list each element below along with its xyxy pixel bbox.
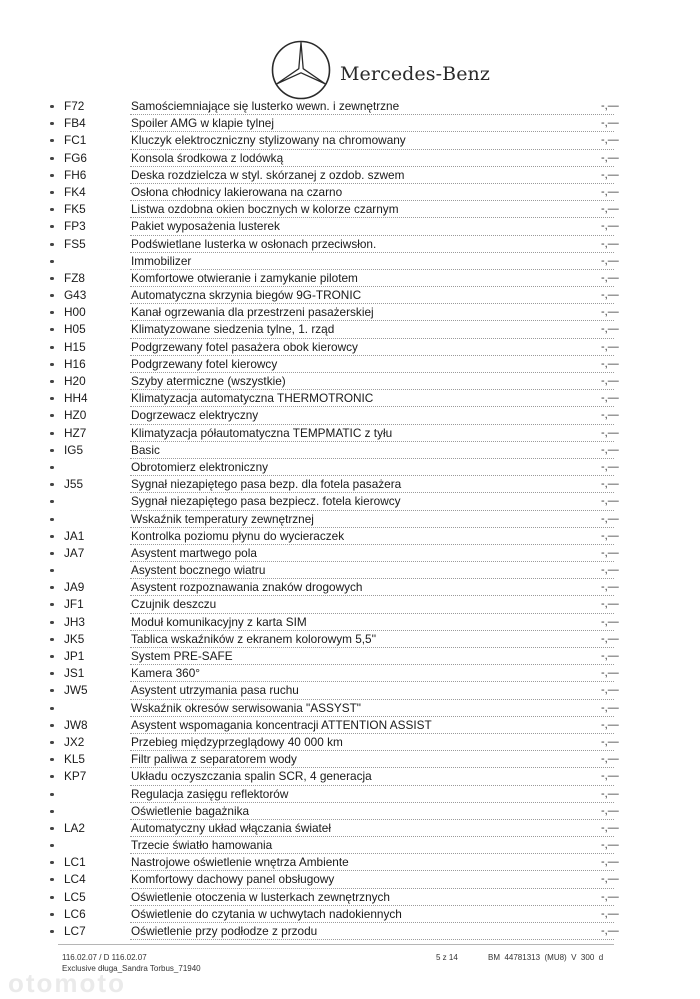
- footer-customer-ref: Exclusive długa_Sandra Torbus_71940: [62, 964, 201, 973]
- option-row: [0, 339, 700, 356]
- option-description: Wskaźnik temperatury zewnętrznej: [131, 511, 314, 526]
- option-row: [0, 596, 700, 613]
- option-description: Oświetlenie przy podłodze z przodu: [131, 924, 318, 938]
- option-code: F72: [64, 99, 85, 113]
- option-code: JX2: [64, 734, 85, 749]
- option-row: [0, 631, 700, 648]
- handwritten-mark-icon: [50, 758, 54, 761]
- option-code: J55: [64, 477, 84, 492]
- handwritten-mark-icon: [50, 810, 54, 813]
- option-code: JH3: [64, 614, 85, 629]
- brand-name: Mercedes-Benz: [340, 63, 490, 85]
- option-code: HH4: [64, 391, 88, 406]
- handwritten-mark-icon: [50, 793, 54, 796]
- option-price: -,—: [601, 185, 619, 198]
- option-description: Kontrolka poziomu płynu do wycieraczek: [131, 528, 345, 543]
- option-row: [0, 321, 700, 338]
- option-row: [0, 493, 700, 510]
- option-code: JS1: [64, 666, 85, 681]
- option-description: Przebieg międzyprzeglądowy 40 000 km: [131, 734, 343, 749]
- option-description: Komfortowe otwieranie i zamykanie pilotem: [131, 270, 358, 285]
- handwritten-mark-icon: [50, 294, 54, 297]
- handwritten-mark-icon: [50, 518, 54, 521]
- option-description: Asystent bocznego wiatru: [131, 563, 266, 578]
- option-description: Spoiler AMG w klapie tylnej: [131, 116, 274, 131]
- option-code: FG6: [64, 150, 87, 165]
- option-code: JK5: [64, 631, 85, 646]
- option-code: LC1: [64, 855, 86, 870]
- option-row: [0, 820, 700, 837]
- option-row: [0, 184, 700, 201]
- option-description: Kluczyk elektroczniczny stylizowany na chromowany: [131, 133, 406, 148]
- option-price: -,—: [601, 804, 619, 817]
- option-price: -,—: [601, 839, 619, 852]
- handwritten-mark-icon: [50, 208, 54, 211]
- option-price: -,—: [601, 134, 619, 147]
- option-price: -,—: [601, 684, 619, 697]
- option-price: -,—: [601, 925, 619, 937]
- option-description: Automatyczna skrzynia biegów 9G-TRONIC: [131, 288, 362, 303]
- option-description: Asystent rozpoznawania znaków drogowych: [131, 580, 363, 595]
- option-row: [0, 356, 700, 373]
- option-description: Sygnał niezapiętego pasa bezpiecz. fotela kierowcy: [131, 494, 401, 509]
- option-description: Pakiet wyposażenia lusterek: [131, 219, 280, 234]
- option-code: H16: [64, 356, 86, 371]
- option-description: Oświetlenie bagażnika: [131, 803, 250, 818]
- option-price: -,—: [601, 426, 619, 439]
- option-row: [0, 476, 700, 493]
- option-code: KL5: [64, 752, 85, 767]
- option-code: LC7: [64, 924, 86, 938]
- handwritten-mark-icon: [50, 672, 54, 675]
- option-code: JW5: [64, 683, 88, 698]
- option-price: -,—: [601, 564, 619, 577]
- option-row: [0, 717, 700, 734]
- option-code: H20: [64, 374, 86, 388]
- handwritten-mark-icon: [50, 363, 54, 366]
- option-row: [0, 528, 700, 545]
- handwritten-mark-icon: [50, 930, 54, 933]
- option-description: Kanał ogrzewania dla przestrzeni pasażerskiej: [131, 305, 374, 320]
- option-row: [0, 287, 700, 304]
- option-row: [0, 751, 700, 768]
- option-price: -,—: [601, 512, 619, 525]
- handwritten-mark-icon: [50, 500, 54, 503]
- option-price: -,—: [601, 701, 619, 714]
- option-row: [0, 786, 700, 803]
- option-row: [0, 734, 700, 751]
- option-code: H00: [64, 305, 86, 320]
- option-row: [0, 665, 700, 682]
- option-price: -,—: [601, 168, 619, 181]
- option-description: Sygnał niezapiętego pasa bezp. dla fotela pasażera: [131, 477, 402, 492]
- option-price: -,—: [601, 478, 619, 491]
- option-row: [0, 442, 700, 459]
- handwritten-mark-icon: [50, 878, 54, 881]
- option-code: HZ7: [64, 425, 87, 440]
- option-price: -,—: [601, 254, 619, 267]
- option-price: -,—: [601, 718, 619, 731]
- option-row: [0, 854, 700, 871]
- handwritten-mark-icon: [50, 552, 54, 555]
- option-price: -,—: [601, 821, 619, 834]
- option-row: [0, 167, 700, 184]
- option-code: KP7: [64, 769, 87, 784]
- option-price: -,—: [601, 873, 619, 886]
- option-price: -,—: [601, 735, 619, 748]
- handwritten-mark-icon: [50, 827, 54, 830]
- option-description: Asystent martwego pola: [131, 545, 257, 560]
- option-price: -,—: [601, 271, 619, 284]
- option-code: JA1: [64, 528, 85, 543]
- handwritten-mark-icon: [50, 432, 54, 435]
- option-row: [0, 803, 700, 820]
- option-description: Listwa ozdobna okien bocznych w kolorze czarnym: [131, 202, 399, 217]
- option-row: [0, 373, 700, 390]
- option-description: Automatyczny układ włączania świateł: [131, 820, 331, 835]
- option-row: [0, 407, 700, 424]
- option-description: Oświetlenie otoczenia w lusterkach zewnętrznych: [131, 889, 390, 904]
- option-price: -,—: [601, 237, 619, 250]
- option-description: Konsola środkowa z lodówką: [131, 150, 284, 165]
- handwritten-mark-icon: [50, 896, 54, 899]
- option-row: [0, 459, 700, 476]
- option-price: -,—: [601, 203, 619, 216]
- handwritten-mark-icon: [50, 139, 54, 142]
- option-price: -,—: [601, 907, 619, 920]
- handwritten-mark-icon: [50, 603, 54, 606]
- option-description: Szyby atermiczne (wszystkie): [131, 374, 286, 388]
- handwritten-mark-icon: [50, 346, 54, 349]
- option-price: -,—: [601, 117, 619, 130]
- handwritten-mark-icon: [50, 225, 54, 228]
- option-description: Tablica wskaźników z ekranem kolorowym 5,5'': [131, 631, 377, 646]
- option-description: Podgrzewany fotel pasażera obok kierowcy: [131, 339, 358, 354]
- option-description: Basic: [131, 442, 160, 457]
- option-code: HZ0: [64, 408, 87, 423]
- handwritten-mark-icon: [50, 586, 54, 589]
- option-description: Moduł komunikacyjny z karta SIM: [131, 614, 307, 629]
- handwritten-mark-icon: [50, 380, 54, 383]
- option-description: Czujnik deszczu: [131, 597, 217, 612]
- option-description: Obrotomierz elektroniczny: [131, 459, 269, 474]
- watermark: otomoto: [8, 968, 126, 998]
- option-row: [0, 871, 700, 888]
- handwritten-mark-icon: [50, 775, 54, 778]
- option-description: Samościemniające się lusterko wewn. i zewnętrzne: [131, 99, 400, 113]
- option-row: [0, 270, 700, 287]
- handwritten-mark-icon: [50, 483, 54, 486]
- option-row: [0, 218, 700, 235]
- handwritten-mark-icon: [50, 569, 54, 572]
- option-price: -,—: [601, 375, 619, 387]
- option-row: [0, 579, 700, 596]
- option-code: JW8: [64, 717, 88, 732]
- option-price: -,—: [601, 581, 619, 594]
- handwritten-mark-icon: [50, 174, 54, 177]
- handwritten-mark-icon: [50, 535, 54, 538]
- option-price: -,—: [601, 323, 619, 336]
- option-price: -,—: [601, 546, 619, 559]
- handwritten-mark-icon: [50, 741, 54, 744]
- option-row: [0, 132, 700, 149]
- option-row: [0, 545, 700, 562]
- option-price: -,—: [601, 357, 619, 370]
- option-price: -,—: [601, 650, 619, 662]
- option-row: [0, 768, 700, 785]
- handwritten-mark-icon: [50, 449, 54, 452]
- handwritten-mark-icon: [50, 638, 54, 641]
- option-price: -,—: [601, 856, 619, 869]
- option-price: -,—: [601, 890, 619, 903]
- option-description: Asystent utrzymania pasa ruchu: [131, 683, 299, 698]
- option-code: JA7: [64, 545, 85, 560]
- option-description: Osłona chłodnicy lakierowana na czarno: [131, 184, 343, 199]
- option-price: -,—: [601, 409, 619, 422]
- option-description: Nastrojowe oświetlenie wnętrza Ambiente: [131, 855, 349, 870]
- option-code: JA9: [64, 580, 85, 595]
- option-description: Wskaźnik okresów serwisowania "ASSYST": [131, 700, 361, 715]
- handwritten-mark-icon: [50, 328, 54, 331]
- option-price: -,—: [601, 340, 619, 353]
- option-price: -,—: [601, 615, 619, 628]
- option-row: [0, 150, 700, 167]
- option-row: [0, 923, 700, 940]
- handwritten-mark-icon: [50, 844, 54, 847]
- option-description: Dogrzewacz elektryczny: [131, 408, 259, 423]
- brand-header: [270, 38, 490, 102]
- option-code: FS5: [64, 236, 86, 251]
- option-price: -,—: [601, 770, 619, 783]
- handwritten-mark-icon: [50, 277, 54, 280]
- option-row: [0, 614, 700, 631]
- option-description: Klimatyzowane siedzenia tylne, 1. rząd: [131, 322, 335, 337]
- handwritten-mark-icon: [50, 122, 54, 125]
- handwritten-mark-icon: [50, 707, 54, 710]
- handwritten-mark-icon: [50, 466, 54, 469]
- option-row: [0, 115, 700, 132]
- option-code: LA2: [64, 820, 85, 835]
- option-description: System PRE-SAFE: [131, 649, 233, 663]
- option-description: Podgrzewany fotel kierowcy: [131, 356, 278, 371]
- option-code: LC4: [64, 872, 86, 887]
- handwritten-mark-icon: [50, 311, 54, 314]
- option-description: Regulacja zasięgu reflektorów: [131, 786, 289, 801]
- option-description: Deska rozdzielcza w styl. skórzanej z ozdob. szwem: [131, 167, 405, 182]
- option-code: JF1: [64, 597, 84, 612]
- option-row: [0, 253, 700, 270]
- handwritten-mark-icon: [50, 157, 54, 160]
- option-code: FH6: [64, 167, 87, 182]
- option-row: [0, 648, 700, 665]
- option-row: [0, 390, 700, 407]
- handwritten-mark-icon: [50, 861, 54, 864]
- option-row: [0, 906, 700, 923]
- option-price: -,—: [601, 460, 619, 473]
- option-description: Klimatyzacja automatyczna THERMOTRONIC: [131, 391, 374, 406]
- option-description: Filtr paliwa z separatorem wody: [131, 752, 297, 767]
- option-row: [0, 98, 700, 115]
- option-price: -,—: [601, 100, 619, 112]
- option-code: FP3: [64, 219, 86, 234]
- option-price: -,—: [601, 598, 619, 611]
- option-description: Oświetlenie do czytania w uchwytach nadokiennych: [131, 906, 402, 921]
- option-row: [0, 425, 700, 442]
- handwritten-mark-icon: [50, 105, 54, 108]
- handwritten-mark-icon: [50, 243, 54, 246]
- option-row: [0, 201, 700, 218]
- handwritten-mark-icon: [50, 913, 54, 916]
- option-code: FZ8: [64, 270, 85, 285]
- option-code: IG5: [64, 442, 84, 457]
- option-price: -,—: [601, 289, 619, 302]
- option-row: [0, 682, 700, 699]
- option-description: Komfortowy dachowy panel obsługowy: [131, 872, 335, 887]
- option-description: Podświetlane lusterka w osłonach przeciwsłon.: [131, 236, 377, 251]
- option-row: [0, 304, 700, 321]
- option-description: Immobilizer: [131, 253, 192, 268]
- option-code: G43: [64, 288, 87, 303]
- handwritten-mark-icon: [50, 724, 54, 727]
- option-price: -,—: [601, 306, 619, 319]
- handwritten-mark-icon: [50, 621, 54, 624]
- footer-page-info: 5 z 14: [436, 953, 458, 962]
- option-description: Kamera 360°: [131, 666, 200, 681]
- option-code: H15: [64, 339, 86, 354]
- option-description: Asystent wspomagania koncentracji ATTENTION ASSIST: [131, 717, 432, 732]
- footer-model-code: 116.02.07 / D 116.02.07: [62, 953, 147, 962]
- option-price: -,—: [601, 392, 619, 405]
- option-row: [0, 562, 700, 579]
- handwritten-mark-icon: [50, 414, 54, 417]
- handwritten-mark-icon: [50, 689, 54, 692]
- option-description: Klimatyzacja półautomatyczna TEMPMATIC z tyłu: [131, 425, 393, 440]
- handwritten-mark-icon: [50, 260, 54, 263]
- mercedes-star-logo-icon: [270, 39, 332, 101]
- footer-divider: [58, 944, 614, 945]
- handwritten-mark-icon: [50, 191, 54, 194]
- option-row: [0, 236, 700, 253]
- option-code: FK4: [64, 184, 86, 199]
- option-price: -,—: [601, 151, 619, 164]
- option-price: -,—: [601, 667, 619, 680]
- option-code: FB4: [64, 116, 86, 131]
- option-price: -,—: [601, 632, 619, 645]
- option-row: [0, 837, 700, 854]
- handwritten-mark-icon: [50, 397, 54, 400]
- option-price: -,—: [601, 220, 619, 233]
- option-code: JP1: [64, 649, 85, 663]
- option-row: [0, 511, 700, 528]
- option-description: Układu oczyszczania spalin SCR, 4 generacja: [131, 769, 372, 784]
- option-price: -,—: [601, 443, 619, 456]
- option-price: -,—: [601, 495, 619, 508]
- option-price: -,—: [601, 529, 619, 542]
- option-code: LC5: [64, 889, 86, 904]
- footer-document-ref: BM 44781313 (MU8) V 300 d: [488, 953, 604, 962]
- options-list: [0, 98, 700, 940]
- option-code: H05: [64, 322, 86, 337]
- option-code: FC1: [64, 133, 87, 148]
- option-price: -,—: [601, 753, 619, 766]
- option-code: FK5: [64, 202, 86, 217]
- option-price: -,—: [601, 787, 619, 800]
- handwritten-mark-icon: [50, 655, 54, 658]
- option-row: [0, 889, 700, 906]
- option-row: [0, 700, 700, 717]
- option-code: LC6: [64, 906, 86, 921]
- option-description: Trzecie światło hamowania: [131, 838, 273, 853]
